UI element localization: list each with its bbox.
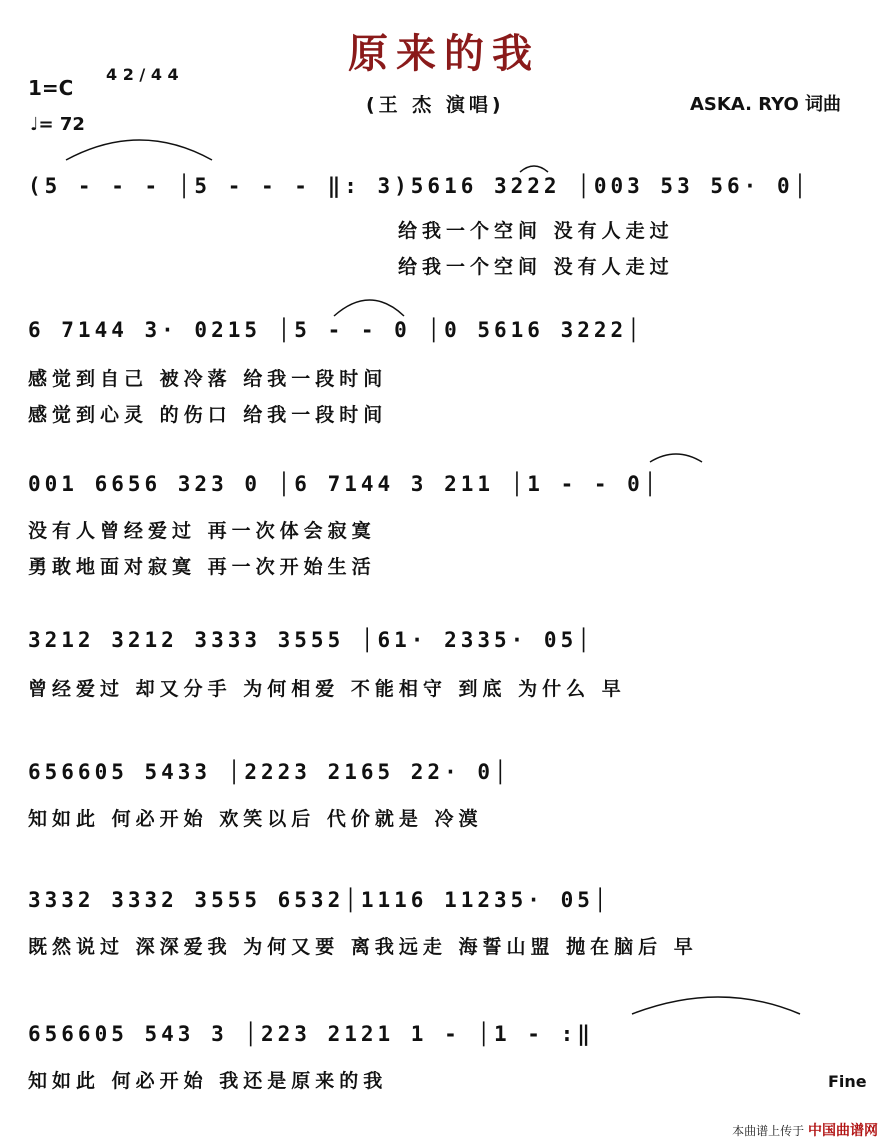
- lyric-line: 知如此 何必开始 欢笑以后 代价就是 冷漠: [28, 808, 483, 830]
- lyric-verse-1: 没有人曾经爱过 再一次体会寂寞: [28, 520, 376, 542]
- lyric-verse-2: 感觉到心灵 的伤口 给我一段时间: [28, 404, 388, 426]
- notation-row: 3212 3212 3333 3555 │61· 2335· 05│: [28, 628, 594, 652]
- notation-row: 6 7144 3· 0215 │5 - - 0 │0 5616 3222│: [28, 318, 644, 342]
- notation-row: 001 6656 323 0 │6 7144 3 211 │1 - - 0│: [28, 472, 661, 496]
- notation-row: (5 - - - │5 - - - ‖: 3)5616 3222 │003 53 56· 0│: [28, 174, 811, 198]
- notation-row: 3332 3332 3555 6532│1116 11235· 05│: [28, 888, 611, 912]
- lyric-verse-1: 感觉到自己 被冷落 给我一段时间: [28, 368, 388, 390]
- time-signature: 4 2 / 4 4: [106, 65, 179, 84]
- lyric-verse-2: 给我一个空间 没有人走过: [398, 256, 674, 278]
- footer-site-logo[interactable]: 中国曲谱网: [808, 1123, 878, 1139]
- singer-credit: (王 杰 演唱): [366, 94, 505, 116]
- tempo-marking: ♩= 72: [30, 114, 85, 135]
- composer-credit: ASKA. RYO 词曲: [690, 94, 842, 115]
- footer-text: 本曲谱上传于: [732, 1124, 805, 1138]
- fine-marking: Fine: [828, 1072, 867, 1091]
- song-title: 原来的我: [348, 30, 540, 77]
- lyric-line: 既然说过 深深爱我 为何又要 离我远走 海誓山盟 抛在脑后 早: [28, 936, 698, 958]
- key-signature: 1=C: [28, 76, 74, 100]
- notation-row: 656605 5433 │2223 2165 22· 0│: [28, 760, 511, 784]
- footer-credit: [732, 1120, 878, 1140]
- lyric-verse-2: 勇敢地面对寂寞 再一次开始生活: [28, 556, 376, 578]
- lyric-verse-1: 给我一个空间 没有人走过: [398, 220, 674, 242]
- notation-row: 656605 543 3 │223 2121 1 - │1 - :‖: [28, 1022, 594, 1046]
- lyric-line: 曾经爱过 却又分手 为何相爱 不能相守 到底 为什么 早: [28, 678, 626, 700]
- lyric-line: 知如此 何必开始 我还是原来的我: [28, 1070, 388, 1092]
